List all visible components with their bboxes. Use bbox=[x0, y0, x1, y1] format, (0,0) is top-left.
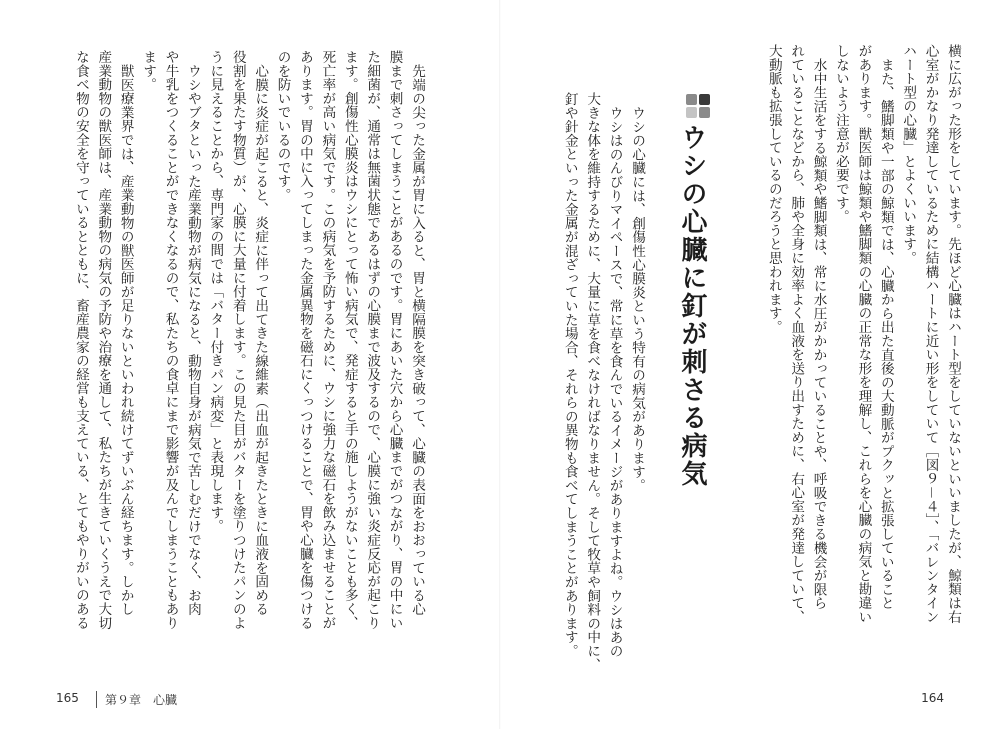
text-line: 水中生活をする鯨類や鰭脚類は、常に水圧がかかっていることや、呼吸できる機会が限ら bbox=[810, 57, 827, 610]
text-line: うに見えることから、専門家の間では「バター付きパン病変」と表現します。 bbox=[207, 50, 224, 533]
text-line: ハート型の心臓」とよくいいます。 bbox=[900, 44, 917, 265]
page-number-left: 165 bbox=[56, 691, 79, 705]
text-line: 死亡率が高い病気です。この病気を予防するために、ウシに強力な磁石を飲み込ませることが bbox=[319, 50, 336, 630]
right-page-section-text bbox=[558, 92, 648, 672]
text-line: ウシの心臓には、創傷性心膜炎という特有の病気があります。 bbox=[629, 105, 645, 492]
right-page-intro-text bbox=[762, 44, 964, 624]
text-line: ウシはのんびりマイペースで、常に草を食んでいるイメージがありますよね。ウシはあの bbox=[606, 105, 623, 658]
text-line: のを防いでいるのです。 bbox=[274, 50, 291, 202]
running-head: 第９章 心臓 bbox=[96, 691, 177, 708]
text-line: しないよう注意が必要です。 bbox=[832, 44, 849, 224]
text-line: また、鰭脚類や一部の鯨類では、心臓から出た直後の大動脈がプクッと拡張していること bbox=[877, 57, 894, 610]
text-line: れていることなどから、肺や全身に効率よく血液を送り出すために、右心室が発達していて、 bbox=[788, 44, 805, 624]
section-heading: ウシの心臓に釘が刺さる病気 bbox=[677, 124, 707, 488]
page-gutter bbox=[499, 0, 501, 729]
text-line: 獣医療業界では、産業動物の獣医師が足りないといわれ続けてずいぶん経ちます。しかし bbox=[117, 63, 134, 616]
text-line: あります。胃の中に入ってしまった金属異物を磁石にくっつけることで、胃や心臓を傷つける bbox=[296, 50, 313, 630]
text-line: があります。獣医師は鯨類や鰭脚類の心臓の正常な形を理解し、これらを心臓の病気と勘違い bbox=[855, 44, 872, 624]
text-line: や牛乳をつくることができなくなるので、私たちの食卓にまで影響が及んでしまうこともあり bbox=[162, 50, 179, 630]
text-line: な食べ物の安全を守っているとともに、畜産農家の経営も支えている、とてもやりがいのある bbox=[72, 50, 89, 630]
text-line: 横に広がった形をしています。先ほど心臓はハート型をしていないといいましたが、鯨類は右 bbox=[945, 44, 961, 624]
text-line: ウシやブタといった産業動物が病気になると、動物自身が病気で苦しむだけでなく、お肉 bbox=[184, 63, 201, 616]
text-line: 大きな体を維持するために、大量に草を食べなければなりません。そして牧草や飼料の中に、 bbox=[584, 92, 601, 672]
text-line: 膜まで刺さってしまうことがあるのです。胃にあいた穴から心臓までがつながり、胃の中にい bbox=[386, 50, 403, 630]
text-line: 役割を果たす物質）が、心膜に大量に付着します。この見た目がバターを塗りつけたパンのよ bbox=[229, 50, 246, 630]
text-line: 産業動物の獣医師は、産業動物の病気の予防や治療を通して、私たちが生きていくうえで大切 bbox=[95, 50, 112, 630]
text-line: ます。創傷性心膜炎はウシにとって怖い病気で、発症すると手の施しようがないことも多く、 bbox=[341, 50, 358, 630]
text-line: 釘や針金といった金属が混ざっていた場合、それらの異物も食べてしまうことがあります。 bbox=[561, 92, 578, 658]
text-line: ます。 bbox=[140, 50, 157, 92]
text-line: 心室がかなり発達しているために結構ハートに近い形をしていて［図９－４］、「バレンタイン bbox=[922, 44, 939, 624]
text-line: 心膜に炎症が起こると、炎症に伴って出てきた線維素（出血が起きたときに血液を固める bbox=[252, 63, 269, 616]
text-line: 先端の尖った金属が胃に入ると、胃と横隔膜を突き破って、心臓の表面をおおっている心 bbox=[409, 63, 425, 616]
text-line: た細菌が、通常は無菌状態であるはずの心膜まで波及するので、心膜に強い炎症反応が起こり bbox=[364, 50, 381, 630]
left-page-text bbox=[70, 50, 429, 630]
page-number-right: 164 bbox=[921, 691, 944, 705]
text-line: 大動脈も拡張しているのだろうと思われます。 bbox=[765, 44, 782, 334]
